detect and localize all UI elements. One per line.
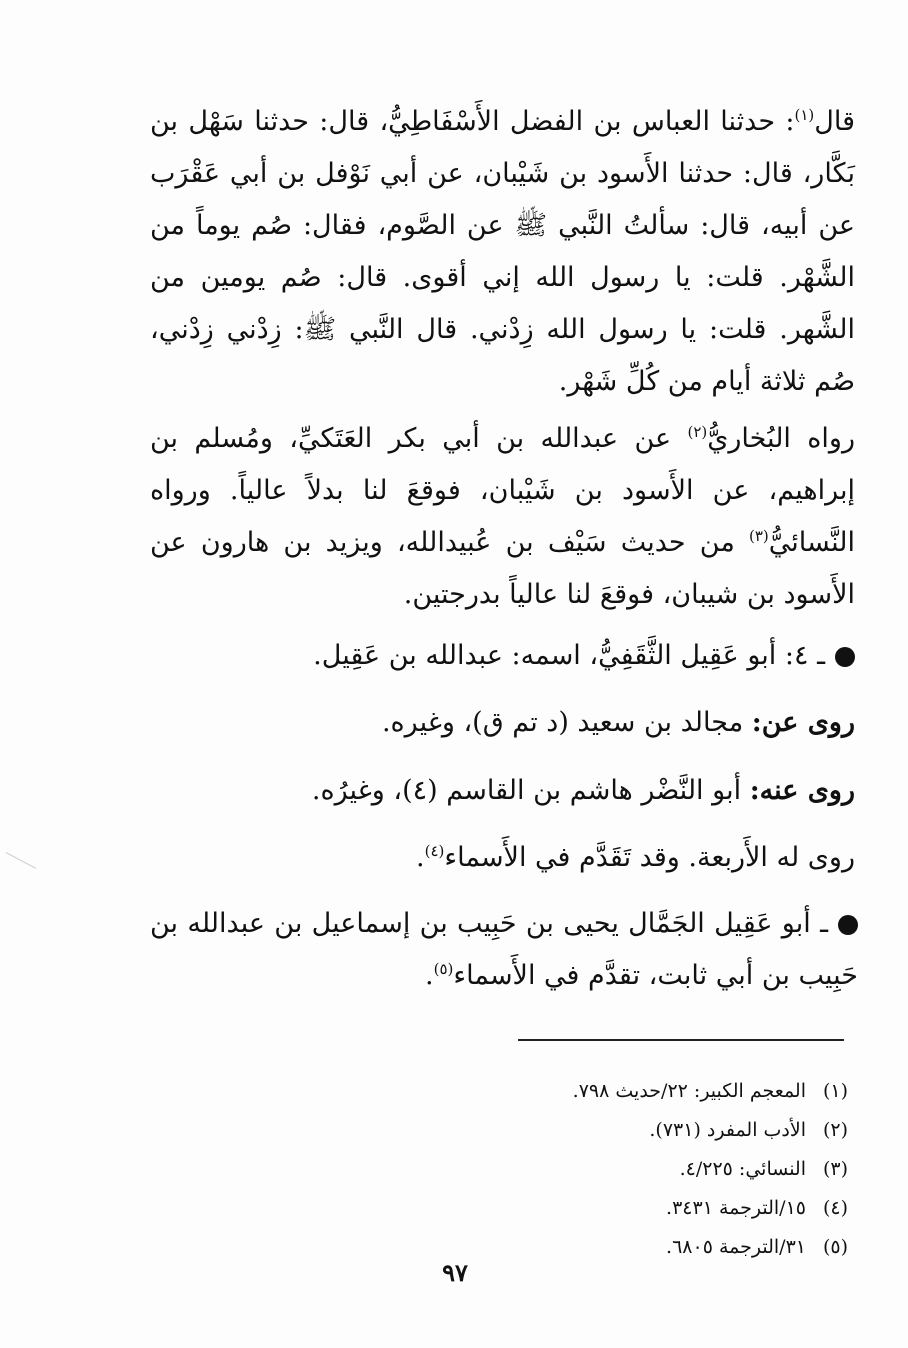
- narrated-by-line: [150, 765, 855, 817]
- footnote-number: (٣): [822, 1158, 848, 1180]
- takhrij-text-start: رواه البُخاريُّ: [707, 423, 855, 454]
- footnote-number: (٤): [822, 1197, 848, 1219]
- takhrij-paragraph: [150, 413, 855, 621]
- footnote-text: المعجم الكبير: ٢٢/حديث ٧٩٨.: [572, 1080, 806, 1102]
- narrated-for-text: روى له الأَربعة. وقد تَقَدَّم في الأَسماء: [444, 842, 855, 873]
- scan-artifact: [6, 852, 36, 869]
- narrated-for-line: [150, 832, 855, 884]
- narrator-entry-jammal: [150, 898, 858, 1002]
- page-number: ٩٧: [442, 1258, 468, 1287]
- footnote-number: (١): [822, 1080, 848, 1102]
- footnote-text: ٣١/الترجمة ٦٨٠٥.: [666, 1236, 806, 1258]
- footnote-ref-4: (٤): [424, 842, 445, 860]
- bullet-icon: [835, 647, 855, 667]
- narrator-entry-jammal-text: ـ أبو عَقِيل الجَمَّال يحيى بن حَبِيب بن إسماعيل بن عبدالله بن حَبِيب بن أبي ثابت، تقدَّم في الأَسماء: [150, 908, 858, 991]
- narrated-by-label: روى عنه:: [749, 775, 855, 806]
- footnote-number: (٢): [822, 1119, 848, 1141]
- hadith-text-start: قال: [814, 106, 855, 137]
- footnote-text: الأدب المفرد (٧٣١).: [649, 1119, 806, 1141]
- footnote-ref-3: (٣): [749, 527, 769, 545]
- bullet-icon: [838, 915, 858, 935]
- takhrij-text-middle: عن عبدالله بن أبي بكر العَتَكيِّ، ومُسلم بن إبراهيم، عن الأَسود بن شَيْبان، فوقعَ لنا بدلاً عالياً. ورواه النَّسائيُّ: [150, 423, 855, 558]
- narrated-from-text: مجالد بن سعيد (د تم ق)، وغيره.: [381, 707, 752, 738]
- narrator-entry-heading: [150, 630, 855, 682]
- narrated-for-end: .: [416, 842, 425, 873]
- footnote-text: ١٥/الترجمة ٣٤٣١.: [666, 1197, 806, 1219]
- narrated-from-label: روى عن:: [751, 707, 855, 738]
- footnote-number: (٥): [822, 1236, 848, 1258]
- narrator-entry-title: ـ ٤: أبو عَقِيل الثَّقَفِيُّ، اسمه: عبدالله بن عَقِيل.: [313, 640, 825, 671]
- footnote-item: [400, 1111, 848, 1150]
- hadith-paragraph: [150, 96, 855, 408]
- footnotes: [400, 1072, 848, 1267]
- footnote-item: [400, 1189, 848, 1228]
- footnote-ref-1: (١): [794, 106, 815, 124]
- narrator-entry-jammal-end: .: [425, 960, 434, 991]
- footnote-ref-5: (٥): [433, 960, 454, 978]
- footnote-item: [400, 1072, 848, 1111]
- footnote-text: النسائي: ٤/٢٢٥.: [679, 1158, 806, 1180]
- footnote-ref-2: (٢): [687, 423, 708, 441]
- takhrij-text-end: من حديث سَيْف بن عُبيدالله، ويزيد بن هارون عن الأَسود بن شيبان، فوقعَ لنا عالياً بدرجتين.: [150, 527, 855, 610]
- footnote-item: [400, 1150, 848, 1189]
- narrated-from-line: [150, 697, 855, 749]
- footnote-divider: [518, 1039, 844, 1041]
- narrated-by-text: أبو النَّضْر هاشم بن القاسم (٤)، وغيرُه.: [311, 775, 750, 806]
- hadith-text: : حدثنا العباس بن الفضل الأَسْفَاطِيُّ، قال: حدثنا سَهْل بن بَكَّار، قال: حدثنا الأَسود بن شَيْبان، عن أبي نَوْفل بن أبي عَقْرَب عن أبيه، قال: سألتُ النَّبي ﷺ عن الصَّوم، فقال: صُم يوماً من الشَّهْر. قلت: يا رسول الله إني أقوى. قال: صُم يومين من الشَّهر. قلت: يا رسول الله زِدْني. قال النَّبي ﷺ: زِدْني زِدْني، صُم ثلاثة أيام من كُلِّ شَهْر.: [150, 106, 855, 397]
